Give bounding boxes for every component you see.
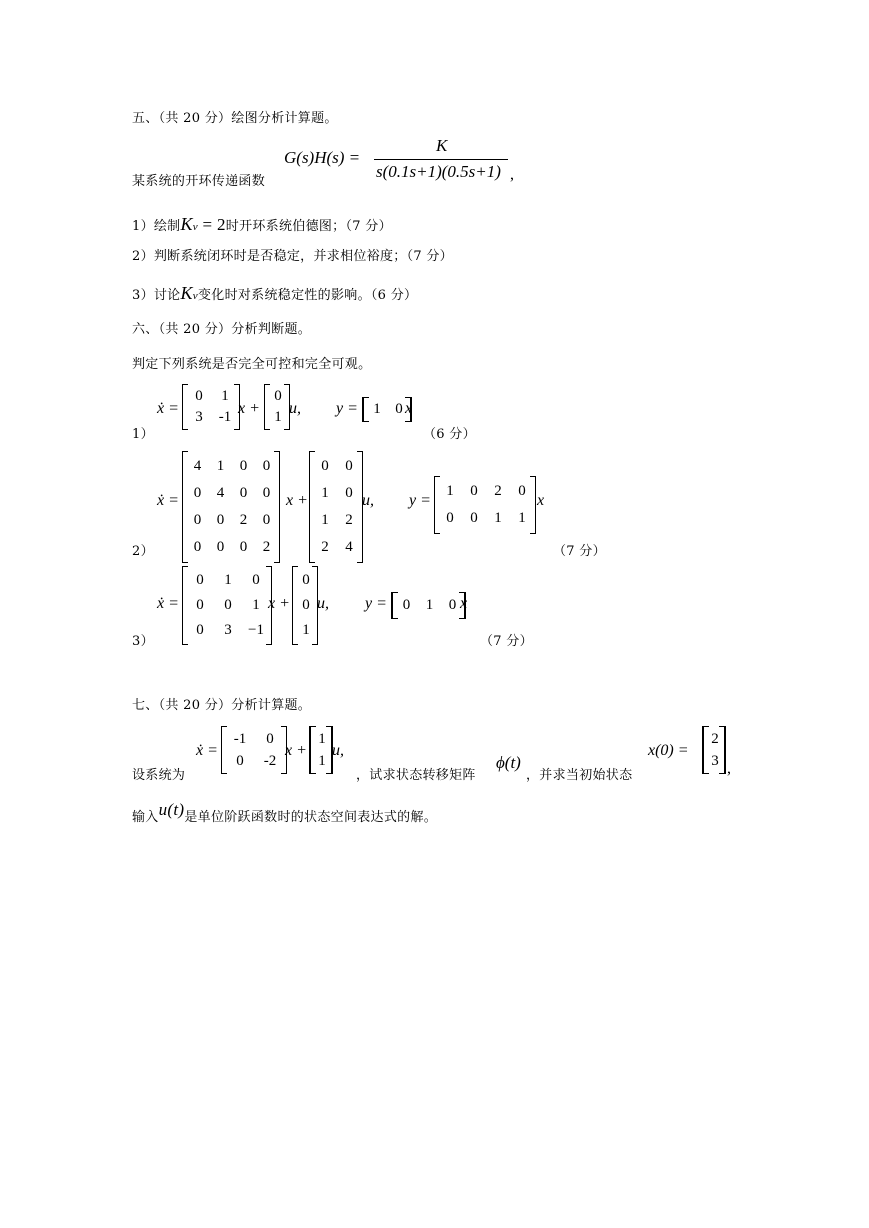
q3-prefix: 3）讨论 <box>132 288 181 303</box>
matrix-cell: 1 <box>224 572 232 588</box>
matrix-cell: 0 <box>448 597 457 613</box>
matrix-cell: -2 <box>263 752 277 769</box>
matrix-cell: 3 <box>195 409 203 425</box>
matrix-cell: 1 <box>321 512 329 528</box>
p3-xdot: ẋ = <box>157 595 179 612</box>
matrix-cell: 0 <box>518 483 526 499</box>
matrix-cell: 0 <box>216 512 225 528</box>
p1-plus: x + <box>238 400 260 417</box>
x0-label: x(0) = <box>648 742 689 759</box>
q3-suffix: 变化时对系统稳定性的影响。（6 分） <box>197 288 418 303</box>
matrix-cell: 0 <box>239 485 248 501</box>
matrix-cell: 0 <box>193 512 202 528</box>
matrix-cell: 1 <box>518 510 526 526</box>
kv-value: = 2 <box>197 215 226 234</box>
matrix-cell: 0 <box>274 388 282 404</box>
matrix-cell: 4 <box>345 539 353 555</box>
transfer-function-denominator: s(0.1s+1)(0.5s+1) <box>376 162 501 181</box>
p3-y: y = <box>365 595 387 612</box>
q1-prefix: 1）绘制 <box>132 219 181 234</box>
section-7-pre: 设系统为 <box>132 768 186 783</box>
matrix-cell: 1 <box>321 485 329 501</box>
question-5-3 <box>132 283 417 304</box>
matrix-cell: 1 <box>318 730 326 747</box>
p1-matrix-a <box>182 384 240 430</box>
s7-end: , <box>727 760 731 777</box>
p3-u: u, <box>317 595 329 612</box>
matrix-cell: 0 <box>193 539 202 555</box>
matrix-cell: 3 <box>224 622 232 638</box>
matrix-cell: 4 <box>216 485 225 501</box>
matrix-cell: 0 <box>196 572 204 588</box>
left-bracket <box>182 451 188 563</box>
p3-score: （7 分） <box>480 634 533 649</box>
matrix-cell: -1 <box>233 730 247 747</box>
matrix-cell: 3 <box>711 752 719 769</box>
matrix-cell: 0 <box>239 458 248 474</box>
kv-subscript-2: v <box>192 290 198 302</box>
matrix-cell: 0 <box>262 458 271 474</box>
section-6-title: 六、（共 20 分）分析判断题。 <box>132 322 312 337</box>
s7-mid2: ，并求当初始状态 <box>526 768 633 783</box>
matrix-cell: 0 <box>321 458 329 474</box>
s7-mid: ，试求状态转移矩阵 <box>356 768 476 783</box>
problem-2-label: 2） <box>132 544 154 559</box>
s7-matrix-b <box>309 726 333 774</box>
matrix-cell: −1 <box>248 622 264 638</box>
transfer-function-comma: , <box>510 166 514 183</box>
s7-u: u, <box>332 742 344 759</box>
kv-subscript: v <box>192 221 198 233</box>
q1-suffix: 时开环系统伯德图；（7 分） <box>225 219 392 234</box>
p2-score: （7 分） <box>553 544 606 559</box>
kv-symbol-2: K <box>180 283 193 303</box>
section-7-title: 七、（共 20 分）分析计算题。 <box>132 698 312 713</box>
p3-matrix-c <box>391 592 466 619</box>
matrix-cell: 1 <box>221 388 229 404</box>
p3-matrix-b <box>292 566 318 645</box>
matrix-cell: 0 <box>395 401 403 417</box>
matrix-cell: 2 <box>262 539 271 555</box>
matrix-cell: 0 <box>252 572 260 588</box>
p3-matrix-a <box>182 566 272 645</box>
section-5-title: 五、（共 20 分）绘图分析计算题。 <box>132 111 338 126</box>
p1-matrix-b <box>264 384 290 430</box>
matrix-cell: 1 <box>318 752 326 769</box>
p3-plus: x + <box>268 595 290 612</box>
left-bracket <box>221 726 227 774</box>
matrix-cell: 0 <box>216 539 225 555</box>
matrix-cell: 1 <box>425 597 434 613</box>
matrix-cell: 2 <box>321 539 329 555</box>
matrix-cell: 1 <box>446 483 454 499</box>
problem-3-label: 3） <box>132 634 154 649</box>
p2-xdot: ẋ = <box>157 492 179 509</box>
matrix-cell: 0 <box>446 510 454 526</box>
matrix-cell: 1 <box>274 409 282 425</box>
matrix-cell: 0 <box>236 752 244 769</box>
transfer-function-lhs: G(s)H(s) = <box>284 148 361 167</box>
matrix-cell: 0 <box>470 510 478 526</box>
line2-suffix: 是单位阶跃函数时的状态空间表达式的解。 <box>184 810 438 825</box>
section-7-line2 <box>132 800 438 826</box>
matrix-cell: 2 <box>345 512 353 528</box>
matrix-cell: 0 <box>196 622 204 638</box>
matrix-cell: 0 <box>302 572 310 588</box>
u-t: u(t) <box>158 800 185 819</box>
phi-t: ϕ(t) <box>496 753 521 772</box>
problem-1-label: 1） <box>132 427 154 442</box>
left-bracket <box>309 451 315 563</box>
matrix-cell: 0 <box>402 597 411 613</box>
left-bracket <box>182 566 188 645</box>
matrix-cell: 1 <box>373 401 381 417</box>
s7-matrix-a <box>221 726 287 774</box>
matrix-cell: 0 <box>266 730 274 747</box>
s7-plus: x + <box>285 742 307 759</box>
matrix-cell: 1 <box>302 622 310 638</box>
matrix-cell: 2 <box>239 512 248 528</box>
matrix-cell: 2 <box>711 730 719 747</box>
fraction-bar <box>374 159 508 160</box>
matrix-cell: 0 <box>224 597 232 613</box>
p2-u: u, <box>362 492 374 509</box>
matrix-cell: 0 <box>262 512 271 528</box>
matrix-cell: 0 <box>262 485 271 501</box>
matrix-cell: 0 <box>470 483 478 499</box>
question-5-1 <box>132 214 392 235</box>
s7-xdot: ẋ = <box>196 742 218 759</box>
p2-y: y = <box>409 492 431 509</box>
p1-x: x <box>405 400 413 417</box>
matrix-cell: 4 <box>193 458 202 474</box>
p2-matrix-b <box>309 451 363 563</box>
matrix-cell: 0 <box>195 388 203 404</box>
p1-xdot: ẋ = <box>157 400 179 417</box>
matrix-cell: 1 <box>252 597 260 613</box>
matrix-cell: 0 <box>345 485 353 501</box>
matrix-cell: 0 <box>302 597 310 613</box>
section-5-intro: 某系统的开环传递函数 <box>132 174 266 189</box>
s7-initial-state <box>702 726 726 774</box>
matrix-cell: -1 <box>218 409 232 425</box>
p2-matrix-c <box>434 476 536 534</box>
p2-x: x <box>537 492 545 509</box>
left-bracket <box>182 384 188 430</box>
p2-matrix-a <box>182 451 280 563</box>
matrix-cell: 1 <box>494 510 502 526</box>
section-6-intro: 判定下列系统是否完全可控和完全可观。 <box>132 357 372 372</box>
matrix-cell: 1 <box>216 458 225 474</box>
matrix-cell: 0 <box>345 458 353 474</box>
transfer-function-numerator: K <box>436 136 448 155</box>
matrix-cell: 0 <box>239 539 248 555</box>
p3-x: x <box>460 595 468 612</box>
left-bracket <box>434 476 440 534</box>
p1-score: （6 分） <box>423 427 476 442</box>
p1-u: u, <box>289 400 301 417</box>
p2-plus: x + <box>286 492 308 509</box>
question-5-2: 2）判断系统闭环时是否稳定，并求相位裕度；（7 分） <box>132 249 453 264</box>
p1-y: y = <box>336 400 358 417</box>
matrix-cell: 2 <box>494 483 502 499</box>
line2-prefix: 输入 <box>132 810 159 825</box>
matrix-cell: 0 <box>193 485 202 501</box>
kv-symbol: K <box>180 214 193 234</box>
matrix-cell: 0 <box>196 597 204 613</box>
